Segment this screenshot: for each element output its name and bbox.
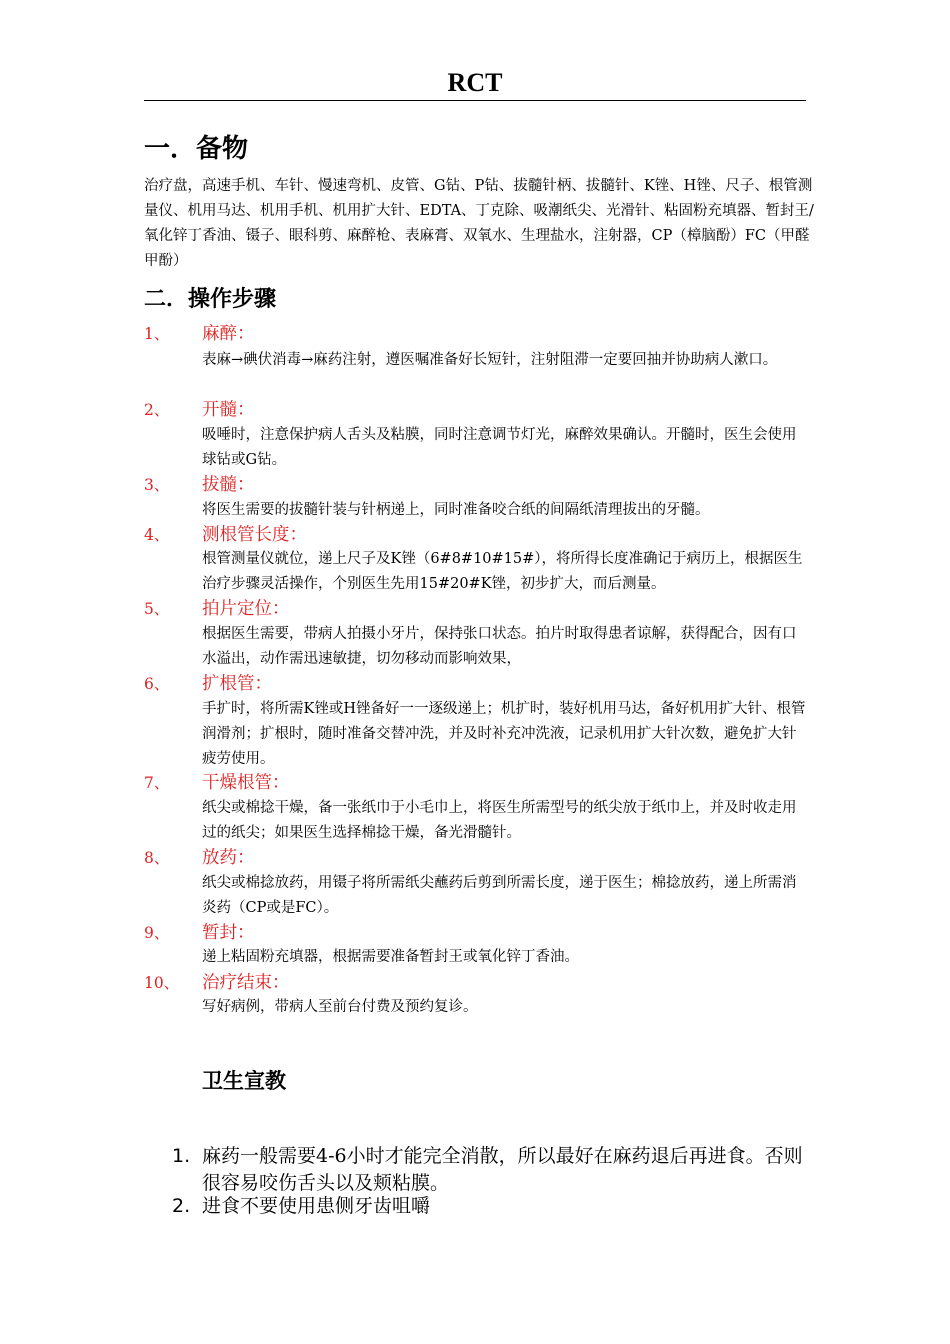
section-heading-health-education: 卫生宣教 <box>202 1068 286 1093</box>
step-number: 3、 <box>144 476 170 494</box>
title-underline <box>144 100 806 101</box>
step-title: 开髓： <box>202 400 255 420</box>
step-title: 干燥根管： <box>202 773 290 793</box>
step-body: 根据医生需要，带病人拍摄小牙片，保持张口状态。拍片时取得患者谅解，获得配合，因有口水溢出，动作需迅速敏捷，切勿移动而影响效果， <box>202 626 797 667</box>
step-title: 放药： <box>202 848 255 868</box>
step-heading <box>144 472 806 498</box>
step-number: 7、 <box>144 774 170 792</box>
step-title: 测根管长度： <box>202 525 307 545</box>
step-body: 纸尖或棉捻放药，用镊子将所需纸尖蘸药后剪到所需长度，递于医生；棉捻放药，递上所需消炎药（CP或是FC）。 <box>202 875 797 916</box>
step-number: 2、 <box>144 401 170 419</box>
step-number: 8、 <box>144 849 170 867</box>
step-heading <box>144 522 806 548</box>
list-item-number: 1. <box>172 1145 191 1167</box>
list-item <box>172 1143 812 1197</box>
step-number: 6、 <box>144 675 170 693</box>
step-body: 将医生需要的拔髓针装与针柄递上，同时准备咬合纸的间隔纸清理拔出的牙髓。 <box>202 502 710 518</box>
step-number: 9、 <box>144 924 170 942</box>
step-heading <box>144 770 806 796</box>
step-heading <box>144 397 806 423</box>
step-title: 治疗结束： <box>202 973 290 993</box>
step-heading <box>144 671 806 697</box>
step-body: 吸唾时，注意保护病人舌头及粘膜，同时注意调节灯光，麻醉效果确认。开髓时，医生会使用球钻或G钻。 <box>202 427 797 468</box>
step-title: 暂封： <box>202 923 255 943</box>
list-item-text: 麻药一般需要4-6小时才能完全消散，所以最好在麻药退后再进食。否则很容易咬伤舌头以及颊粘膜。 <box>202 1145 803 1194</box>
section-heading-supplies: 一．备物 <box>144 134 249 164</box>
step-body: 递上粘固粉充填器，根据需要准备暂封王或氧化锌丁香油。 <box>202 949 579 965</box>
step-body: 根管测量仪就位，递上尺子及K锉（6#8#10#15#），将所得长度准确记于病历上，根据医生治疗步骤灵活操作，个别医生先用15#20#K锉，初步扩大，而后测量。 <box>202 551 803 592</box>
supplies-paragraph: 治疗盘，高速手机、车针、慢速弯机、皮管、G钻、P钻、拔髓针柄、拔髓针、K锉、H锉、尺子、根管测量仪、机用马达、机用手机、机用扩大针、EDTA、丁克除、吸潮纸尖、光滑针、粘固粉充填器、暂封王/氧化锌丁香油、镊子、眼科剪、麻醉枪、表麻膏、双氧水、生理盐水，注射器，CP（樟脑酚）FC（甲醛甲酚） <box>144 178 814 269</box>
list-item-text: 进食不要使用患侧牙齿咀嚼 <box>202 1195 431 1217</box>
step-heading <box>144 920 806 946</box>
step-heading <box>144 845 806 871</box>
step-heading <box>144 596 806 622</box>
step-title: 拔髓： <box>202 475 255 495</box>
section-heading-steps: 二．操作步骤 <box>144 286 277 312</box>
step-body: 写好病例，带病人至前台付费及预约复诊。 <box>202 999 478 1015</box>
step-heading <box>144 970 806 996</box>
step-title: 麻醉： <box>202 324 255 344</box>
step-number: 4、 <box>144 526 170 544</box>
step-heading <box>144 321 806 347</box>
document-title: RCT <box>447 68 503 97</box>
step-number: 5、 <box>144 600 170 618</box>
list-item-number: 2. <box>172 1195 191 1217</box>
step-title: 拍片定位： <box>202 599 290 619</box>
step-number: 1、 <box>144 325 170 343</box>
step-title: 扩根管： <box>202 674 272 694</box>
step-body: 表麻→碘伏消毒→麻药注射，遵医嘱准备好长短针，注射阻滞一定要回抽并协助病人漱口。 <box>202 352 778 368</box>
list-item <box>172 1193 812 1220</box>
step-body: 手扩时，将所需K锉或H锉备好一一逐级递上；机扩时，装好机用马达，备好机用扩大针、根管润滑剂；扩根时，随时准备交替冲洗，并及时补充冲洗液，记录机用扩大针次数，避免扩大针疲劳使用。 <box>202 701 806 767</box>
step-body: 纸尖或棉捻干燥，备一张纸巾于小毛巾上，将医生所需型号的纸尖放于纸巾上，并及时收走用过的纸尖；如果医生选择棉捻干燥，备光滑髓针。 <box>202 800 797 841</box>
step-number: 10、 <box>144 974 180 992</box>
